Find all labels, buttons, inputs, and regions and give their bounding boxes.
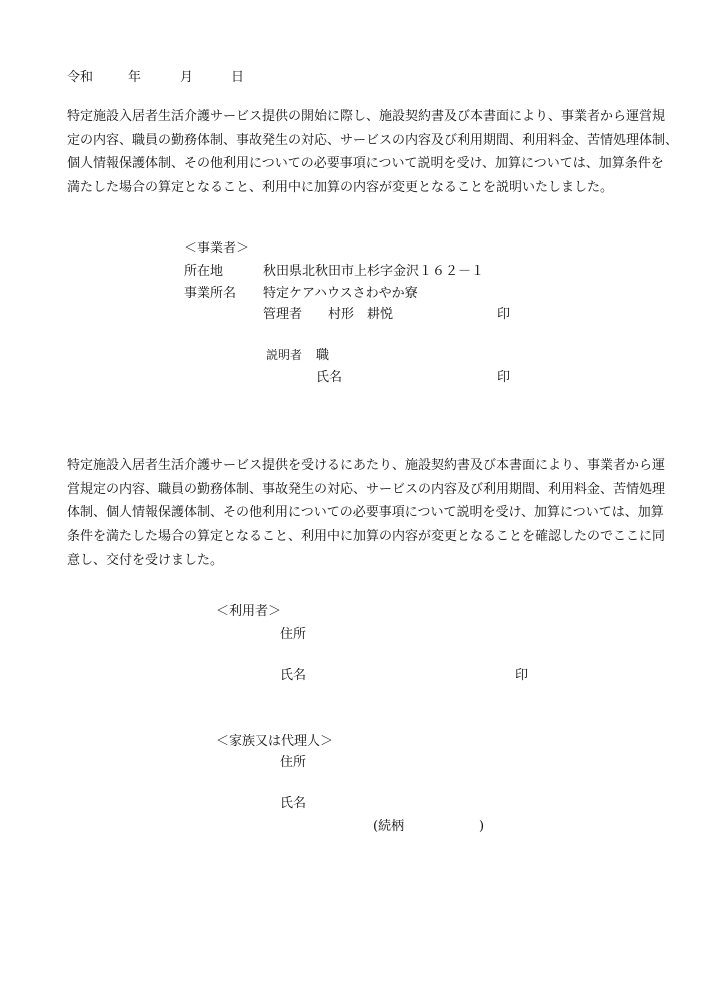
paragraph-line: 特定施設入居者生活介護サービス提供の開始に際し、施設契約書及び本書面により、事業者から運営規 [67, 109, 666, 124]
paragraph-line: 条件を満たした場合の算定となること、利用中に加算の内容が変更となることを確認したのでここに同 [67, 529, 666, 545]
explainer-seal-mark: 印 [497, 370, 511, 385]
paragraph-line: 定の内容、職員の勤務体制、事故発生の対応、サービスの内容及び利用期間、利用料金、苦情処理体制、 [67, 132, 679, 148]
provider-office-label: 事業所名 [184, 286, 237, 301]
provider-explanation-paragraph [67, 105, 679, 199]
explainer-label: 説明者 [266, 348, 303, 362]
user-heading: ＜利用者＞ [216, 604, 282, 619]
family-address-label: 住所 [280, 755, 307, 770]
user-address-label: 住所 [280, 627, 307, 642]
month-label: 月 [180, 70, 194, 85]
paragraph-line: 体制、個人情報保護体制、その他利用についての必要事項について説明を受け、加算については、加算 [67, 505, 664, 521]
provider-heading: ＜事業者＞ [184, 241, 250, 256]
explainer-position-label: 職 [316, 348, 330, 363]
relation-close-paren: ) [479, 819, 485, 834]
paragraph-line: 特定施設入居者生活介護サービス提供を受けるにあたり、施設契約書及び本書面により、事業者から運 [67, 458, 666, 473]
family-heading: ＜家族又は代理人＞ [216, 734, 334, 749]
era-label: 令和 [67, 70, 94, 85]
provider-address-label: 所在地 [184, 264, 224, 279]
explainer-name-label: 氏名 [316, 370, 343, 385]
provider-address-value: 秋田県北秋田市上杉字金沢１６２－１ [263, 264, 485, 279]
paragraph-line: 営規定の内容、職員の勤務体制、事故発生の対応、サービスの内容及び利用期間、利用料金、苦情処理 [67, 481, 666, 497]
paragraph-line: 個人情報保護体制、その他利用についての必要事項について説明を受け、加算については、加算条件を [67, 156, 664, 171]
paragraph-line: 満たした場合の算定となること、利用中に加算の内容が変更となることを説明いたしました。 [67, 179, 614, 195]
manager-seal-mark: 印 [497, 307, 511, 322]
provider-office-value: 特定ケアハウスさわやか寮 [263, 286, 418, 301]
paragraph-line: 意し、交付を受けました。 [67, 552, 224, 568]
manager-label: 管理者 [263, 307, 303, 322]
relation-open-label: (続柄 [373, 819, 405, 834]
day-label: 日 [231, 70, 245, 85]
user-name-label: 氏名 [280, 668, 307, 683]
user-seal-mark: 印 [515, 668, 529, 683]
family-name-label: 氏名 [280, 796, 307, 811]
manager-name: 村形 耕悦 [328, 307, 394, 322]
year-label: 年 [128, 70, 142, 85]
user-consent-paragraph [67, 454, 666, 572]
